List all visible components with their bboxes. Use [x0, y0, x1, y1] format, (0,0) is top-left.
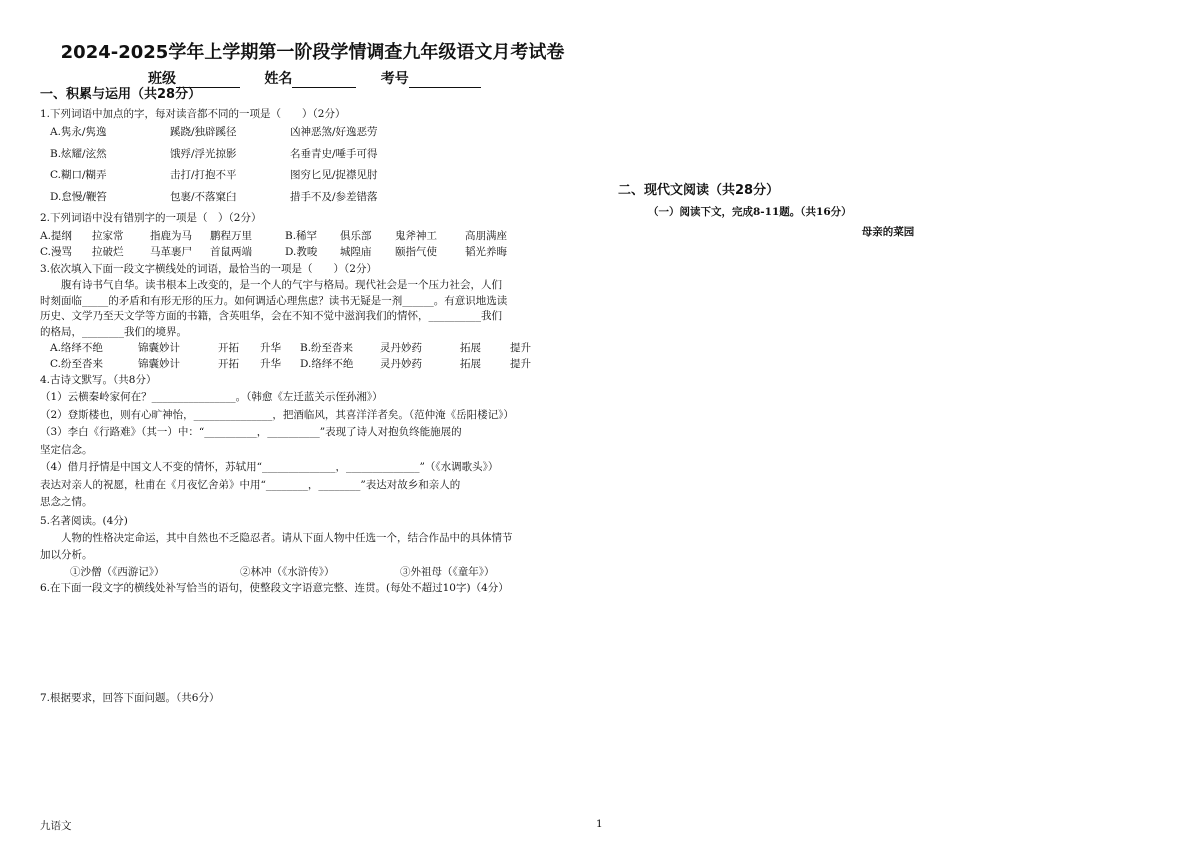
- q6-stem: 6.在下面一段文字的横线处补写恰当的语句，使整段文字语意完整、连贯。(每处不超过10字)（4分）: [40, 582, 509, 594]
- q5-stem: 5.名著阅读。(4分): [40, 515, 128, 527]
- text-line: 坚定信念。: [40, 443, 93, 456]
- option-text: 凶神恶煞/好逸恶劳: [290, 126, 378, 138]
- option-text: D.怠慢/鞭笞: [50, 190, 107, 203]
- text-line: （1）云横秦岭家何在？________________。（韩愈《左迁蓝关示侄孙湘》）: [40, 391, 383, 403]
- option-text: 灵丹妙药: [380, 342, 422, 354]
- option-text: D.络绎不绝: [300, 357, 354, 370]
- option-text: 措手不及/参差错落: [290, 190, 378, 203]
- q1-stem: 1.下列词语中加点的字，每对读音都不同的一项是（ ）（2分）: [40, 108, 346, 120]
- option-text: 饿殍/浮光掠影: [170, 147, 237, 160]
- option-text: 鬼斧神工: [395, 230, 437, 242]
- footer-left: 九语文: [40, 820, 72, 832]
- q3_opts-row: [50, 356, 580, 370]
- text-line: 思念之情。: [40, 496, 93, 508]
- text-line: 历史、文学乃至天文学等方面的书籍，含英咀华，会在不知不觉中滋润我们的情怀，__________我们: [40, 310, 502, 322]
- text-line: 加以分析。: [40, 549, 93, 561]
- option-text: 拓展: [460, 342, 481, 354]
- essay-title: 母亲的菜园: [861, 226, 915, 238]
- option-text: 城隍庙: [340, 245, 372, 258]
- option-text: 韬光养晦: [465, 245, 507, 258]
- option-text: 指鹿为马: [150, 230, 192, 242]
- option-text: 名垂青史/唾手可得: [290, 147, 378, 160]
- option-text: C.糊口/糊弄: [50, 169, 107, 181]
- option-text: 颐指气使: [395, 245, 437, 258]
- option-text: 提升: [510, 357, 531, 370]
- text-line: 时刻面临_____的矛盾和有形无形的压力。如何调适心理焦虑？读书无疑是一剂______。有意识地选读: [40, 294, 508, 307]
- option-text: 击打/打抱不平: [170, 169, 237, 181]
- subsection1-title: （一）阅读下文，完成8-11题。（共16分）: [648, 206, 852, 218]
- option-text: 开拓: [218, 342, 239, 354]
- option-text: C.漫骂: [40, 245, 72, 258]
- option-text: C.纷至沓来: [50, 357, 103, 370]
- q5-option: ②林冲（《水浒传》）: [240, 566, 335, 578]
- number-blank[interactable]: [409, 73, 481, 88]
- option-text: 拓展: [460, 357, 481, 370]
- section2-title: 二、现代文阅读（共28分）: [618, 183, 780, 198]
- exam-title: 2024-2025学年上学期第一阶段学情调查九年级语文月考试卷: [60, 42, 565, 63]
- option-text: 锦囊妙计: [138, 357, 180, 370]
- option-text: 俱乐部: [340, 230, 372, 242]
- q2_opts-row: [40, 244, 580, 258]
- q4-stem: 4.古诗文默写。（共8分）: [40, 374, 157, 386]
- q7-stem: 7.根据要求，回答下面问题。（共6分）: [40, 692, 220, 704]
- q1_opts-row: [50, 124, 580, 138]
- name-blank[interactable]: [292, 73, 356, 88]
- text-line: 的格局，________我们的境界。: [40, 325, 187, 338]
- option-text: 锦囊妙计: [138, 342, 180, 354]
- option-text: 升华: [260, 357, 281, 370]
- text-line: （3）李白《行路难》（其一）中：“__________，__________”表现了诗人对抱负终能施展的: [40, 426, 462, 438]
- option-text: 灵丹妙药: [380, 357, 422, 370]
- option-text: 拉破烂: [92, 245, 124, 258]
- option-text: B.纷至沓来: [300, 342, 354, 354]
- q5-option: ③外祖母（《童年》）: [400, 566, 495, 578]
- text-line: 腹有诗书气自华。读书根本上改变的，是一个人的气宇与格局。现代社会是一个压力社会，人们: [40, 279, 502, 291]
- option-text: A.络绎不绝: [50, 342, 103, 354]
- class-blank[interactable]: [176, 73, 240, 88]
- option-text: 蹊跷/独辟蹊径: [170, 126, 237, 138]
- option-text: 提升: [510, 342, 531, 354]
- option-text: 开拓: [218, 357, 239, 370]
- class-label: 班级: [148, 71, 176, 87]
- q1_opts-row: [50, 189, 580, 203]
- option-text: A.隽永/隽逸: [50, 126, 107, 138]
- option-text: B.炫耀/泫然: [50, 147, 107, 160]
- number-label: 考号: [380, 71, 409, 87]
- section1-title: 一、积累与运用（共28分）: [40, 87, 202, 102]
- option-text: 高朋满座: [465, 230, 507, 242]
- q1_opts-row: [50, 146, 580, 160]
- option-text: D.教唆: [285, 245, 318, 258]
- q5-option: ①沙僧（《西游记》）: [70, 566, 165, 578]
- option-text: 鹏程万里: [210, 230, 252, 242]
- name-label: 姓名: [264, 71, 293, 87]
- q3-stem: 3.依次填入下面一段文字横线处的词语，最恰当的一项是（ ）（2分）: [40, 263, 377, 275]
- option-text: 首鼠两端: [210, 245, 252, 258]
- option-text: 马革裹尸: [150, 245, 192, 258]
- text-line: 人物的性格决定命运，其中自然也不乏隐忍者。请从下面人物中任选一个，结合作品中的具体情节: [40, 532, 513, 544]
- q2_opts-row: [40, 228, 580, 242]
- student-info-line: [148, 68, 481, 88]
- q2-stem: 2.下列词语中没有错别字的一项是（ ）（2分）: [40, 212, 262, 224]
- text-line: （2）登斯楼也，则有心旷神怡，_______________，把酒临风，其喜洋洋者矣。（范仲淹《岳阳楼记》）: [40, 408, 514, 421]
- option-text: 升华: [260, 342, 281, 354]
- option-text: 包裹/不落窠臼: [170, 190, 237, 203]
- option-text: 拉家常: [92, 230, 124, 242]
- q3_opts-row: [50, 340, 580, 354]
- q1_opts-row: [50, 167, 580, 181]
- text-line: 表达对亲人的祝愿，杜甫在《月夜忆舍弟》中用“________，________”表达对故乡和亲人的: [40, 478, 461, 491]
- page-number: 1: [596, 818, 603, 830]
- option-text: A.提纲: [40, 230, 72, 242]
- text-line: （4）借月抒情是中国文人不变的情怀，苏轼用“______________，______________”（《水调歌头》）: [40, 461, 499, 473]
- option-text: 图穷匕见/捉襟见肘: [290, 169, 378, 181]
- q5-options-row: [50, 564, 580, 578]
- option-text: B.稀罕: [285, 230, 318, 242]
